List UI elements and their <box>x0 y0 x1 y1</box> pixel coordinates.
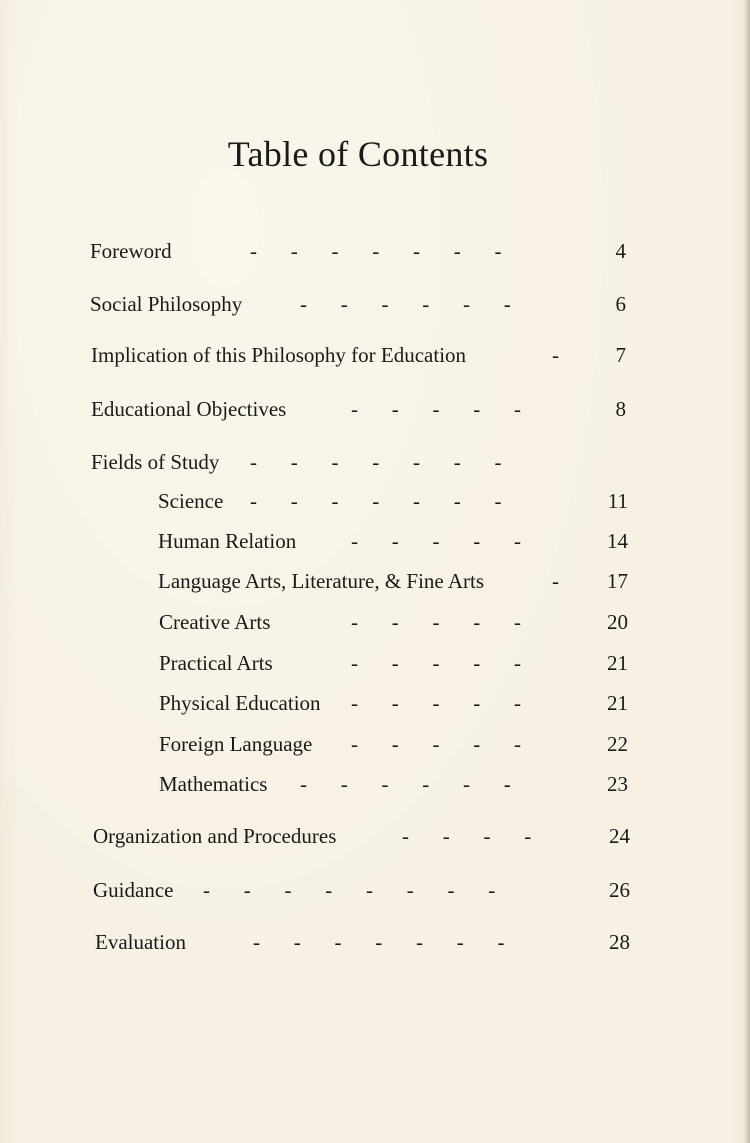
toc-entry <box>0 394 720 424</box>
toc-entry <box>0 769 720 799</box>
toc-dot-leader: - - - - - <box>351 732 521 756</box>
toc-entry-label: Creative Arts <box>159 610 271 634</box>
toc-dot-leader: - <box>552 343 559 367</box>
toc-entry-label: Educational Objectives <box>91 397 287 421</box>
toc-entry-label: Foreword <box>90 239 172 263</box>
toc-dot-leader: - - - - - - - - <box>203 878 496 902</box>
toc-dot-leader: - - - - - <box>351 651 521 675</box>
toc-entry-label: Implication of this Philosophy for Education <box>91 343 467 367</box>
toc-entry-page-number: 6 <box>615 292 626 316</box>
toc-entry-page-number: 21 <box>607 691 628 715</box>
toc-entry-page-number: 7 <box>615 343 626 367</box>
toc-entry-label: Guidance <box>93 878 174 902</box>
toc-entry <box>0 648 720 678</box>
toc-entry <box>0 340 720 370</box>
toc-entry-page-number: 21 <box>607 651 628 675</box>
toc-entry-label: Evaluation <box>95 930 186 954</box>
toc-entry <box>0 927 720 957</box>
toc-entry <box>0 821 720 851</box>
toc-dot-leader: - - - - - - <box>300 292 511 316</box>
toc-entry-page-number: 8 <box>615 397 626 421</box>
toc-dot-leader: - - - - - - - <box>250 489 502 513</box>
toc-entry-page-number: 4 <box>615 239 626 263</box>
page-edge-shadow <box>744 0 750 1143</box>
toc-entry-page-number: 22 <box>607 732 628 756</box>
toc-entry-label: Practical Arts <box>159 651 273 675</box>
toc-entry <box>0 729 720 759</box>
toc-entry-label: Fields of Study <box>91 450 220 474</box>
toc-entry-page-number: 28 <box>609 930 630 954</box>
toc-entry <box>0 486 720 516</box>
toc-dot-leader: - - - - - <box>351 691 521 715</box>
toc-entry-label: Science <box>158 489 224 513</box>
toc-entry-label: Organization and Procedures <box>93 824 337 848</box>
toc-entry-label: Human Relation <box>158 529 297 553</box>
toc-entry-page-number: 24 <box>609 824 630 848</box>
toc-entry-page-number: 23 <box>607 772 628 796</box>
toc-dot-leader: - - - - - <box>351 610 521 634</box>
toc-entry-label: Mathematics <box>159 772 268 796</box>
toc-dot-leader: - - - - - - <box>300 772 511 796</box>
toc-entry <box>0 875 720 905</box>
toc-entry-page-number: 26 <box>609 878 630 902</box>
toc-entry <box>0 289 720 319</box>
toc-entry <box>0 566 720 596</box>
toc-dot-leader: - - - - - - - <box>250 239 502 263</box>
toc-entry-page-number: 17 <box>607 569 628 593</box>
toc-entry-page-number: 11 <box>607 489 628 513</box>
toc-dot-leader: - - - - - - - <box>253 930 505 954</box>
toc-dot-leader: - - - - - <box>351 397 521 421</box>
toc-entry <box>0 688 720 718</box>
toc-entry-page-number: 20 <box>607 610 628 634</box>
toc-entry-page-number: 14 <box>607 529 628 553</box>
toc-entry-label: Social Philosophy <box>90 292 243 316</box>
toc-entry-label: Foreign Language <box>159 732 313 756</box>
toc-dot-leader: - - - - - <box>351 529 521 553</box>
toc-entry <box>0 236 720 266</box>
toc-dot-leader: - <box>552 569 559 593</box>
page-title: Table of Contents <box>227 134 489 174</box>
toc-dot-leader: - - - - - - - <box>250 450 502 474</box>
toc-entry-label: Language Arts, Literature, & Fine Arts <box>158 569 485 593</box>
toc-entry <box>0 526 720 556</box>
toc-entry <box>0 447 720 477</box>
toc-entry-label: Physical Education <box>159 691 321 715</box>
toc-dot-leader: - - - - <box>402 824 532 848</box>
toc-entry <box>0 607 720 637</box>
